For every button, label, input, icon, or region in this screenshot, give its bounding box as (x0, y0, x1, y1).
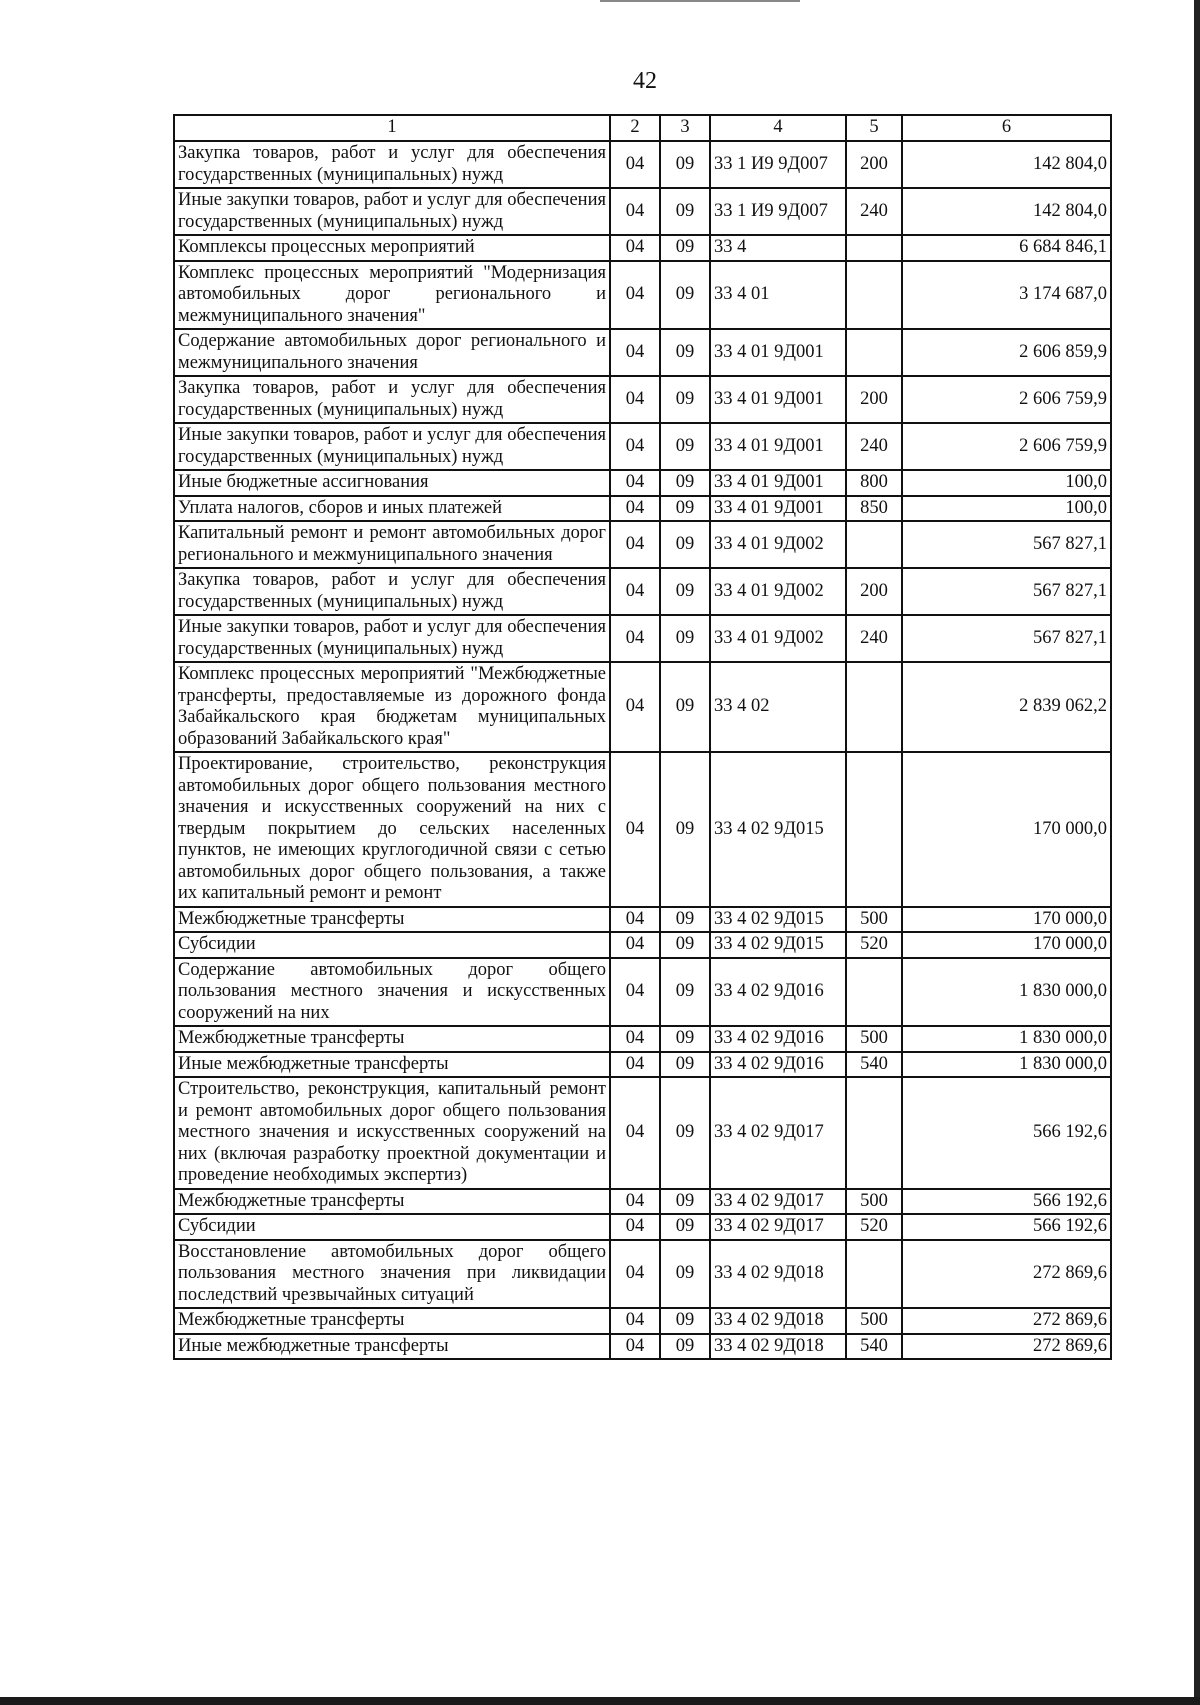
expense-type-cell: 240 (846, 188, 902, 235)
table-row (174, 1214, 1111, 1240)
section-code-cell: 04 (610, 261, 660, 330)
expense-type-cell: 520 (846, 932, 902, 958)
scan-edge-right (1194, 0, 1200, 1705)
subsection-code-cell: 09 (660, 521, 710, 568)
section-code-cell: 04 (610, 423, 660, 470)
amount-cell: 170 000,0 (902, 907, 1111, 933)
expense-type-cell (846, 752, 902, 907)
target-article-cell: 33 4 02 9Д015 (710, 932, 846, 958)
expense-type-cell (846, 958, 902, 1027)
target-article-cell: 33 4 02 9Д016 (710, 1026, 846, 1052)
section-code-cell: 04 (610, 141, 660, 188)
amount-cell: 170 000,0 (902, 932, 1111, 958)
section-code-cell: 04 (610, 907, 660, 933)
target-article-cell: 33 4 01 9Д001 (710, 329, 846, 376)
row-name-cell: Межбюджетные трансферты (174, 907, 610, 933)
row-name-cell: Субсидии (174, 932, 610, 958)
expense-type-cell (846, 261, 902, 330)
header-cell: 4 (710, 115, 846, 141)
subsection-code-cell: 09 (660, 1308, 710, 1334)
section-code-cell: 04 (610, 1214, 660, 1240)
subsection-code-cell: 09 (660, 376, 710, 423)
amount-cell: 2 839 062,2 (902, 662, 1111, 752)
section-code-cell: 04 (610, 496, 660, 522)
target-article-cell: 33 4 01 9Д001 (710, 496, 846, 522)
amount-cell: 567 827,1 (902, 568, 1111, 615)
table-row (174, 496, 1111, 522)
section-code-cell: 04 (610, 568, 660, 615)
amount-cell: 1 830 000,0 (902, 1026, 1111, 1052)
table-row (174, 329, 1111, 376)
expense-type-cell (846, 662, 902, 752)
expense-type-cell (846, 235, 902, 261)
header-cell: 6 (902, 115, 1111, 141)
section-code-cell: 04 (610, 235, 660, 261)
amount-cell: 566 192,6 (902, 1214, 1111, 1240)
row-name-cell: Закупка товаров, работ и услуг для обеспечения государственных (муниципальных) нужд (174, 568, 610, 615)
section-code-cell: 04 (610, 932, 660, 958)
subsection-code-cell: 09 (660, 958, 710, 1027)
amount-cell: 272 869,6 (902, 1308, 1111, 1334)
expense-type-cell: 500 (846, 1308, 902, 1334)
subsection-code-cell: 09 (660, 423, 710, 470)
amount-cell: 566 192,6 (902, 1077, 1111, 1189)
expense-type-cell: 850 (846, 496, 902, 522)
expense-type-cell: 240 (846, 615, 902, 662)
subsection-code-cell: 09 (660, 615, 710, 662)
row-name-cell: Межбюджетные трансферты (174, 1026, 610, 1052)
table-row (174, 188, 1111, 235)
expense-type-cell: 200 (846, 568, 902, 615)
table-row (174, 1334, 1111, 1360)
table-row (174, 932, 1111, 958)
expense-type-cell (846, 1240, 902, 1309)
expense-type-cell (846, 1077, 902, 1189)
section-code-cell: 04 (610, 662, 660, 752)
header-cell: 3 (660, 115, 710, 141)
subsection-code-cell: 09 (660, 470, 710, 496)
target-article-cell: 33 4 01 9Д001 (710, 470, 846, 496)
row-name-cell: Иные закупки товаров, работ и услуг для обеспечения государственных (муниципальных) нужд (174, 615, 610, 662)
row-name-cell: Комплекс процессных мероприятий "Межбюджетные трансферты, предоставляемые из дорожного фонда Забайкальского края бюджетам муниципальных образований Забайкальского края" (174, 662, 610, 752)
subsection-code-cell: 09 (660, 568, 710, 615)
scan-edge-bottom (0, 1697, 1200, 1705)
subsection-code-cell: 09 (660, 1026, 710, 1052)
table-row (174, 568, 1111, 615)
row-name-cell: Иные закупки товаров, работ и услуг для обеспечения государственных (муниципальных) нужд (174, 423, 610, 470)
subsection-code-cell: 09 (660, 261, 710, 330)
section-code-cell: 04 (610, 752, 660, 907)
section-code-cell: 04 (610, 958, 660, 1027)
target-article-cell: 33 4 (710, 235, 846, 261)
header-cell: 5 (846, 115, 902, 141)
section-code-cell: 04 (610, 1189, 660, 1215)
amount-cell: 3 174 687,0 (902, 261, 1111, 330)
header-cell: 2 (610, 115, 660, 141)
subsection-code-cell: 09 (660, 188, 710, 235)
table-row (174, 1240, 1111, 1309)
expense-type-cell: 500 (846, 1189, 902, 1215)
section-code-cell: 04 (610, 1077, 660, 1189)
amount-cell: 6 684 846,1 (902, 235, 1111, 261)
target-article-cell: 33 4 02 9Д017 (710, 1214, 846, 1240)
section-code-cell: 04 (610, 1308, 660, 1334)
expense-type-cell (846, 329, 902, 376)
target-article-cell: 33 4 02 9Д016 (710, 1052, 846, 1078)
row-name-cell: Иные межбюджетные трансферты (174, 1052, 610, 1078)
table-row (174, 1026, 1111, 1052)
row-name-cell: Иные бюджетные ассигнования (174, 470, 610, 496)
amount-cell: 1 830 000,0 (902, 958, 1111, 1027)
subsection-code-cell: 09 (660, 1189, 710, 1215)
amount-cell: 1 830 000,0 (902, 1052, 1111, 1078)
subsection-code-cell: 09 (660, 907, 710, 933)
header-cell: 1 (174, 115, 610, 141)
row-name-cell: Комплексы процессных мероприятий (174, 235, 610, 261)
expense-type-cell: 500 (846, 907, 902, 933)
target-article-cell: 33 4 02 9Д017 (710, 1189, 846, 1215)
subsection-code-cell: 09 (660, 329, 710, 376)
target-article-cell: 33 4 02 9Д016 (710, 958, 846, 1027)
target-article-cell: 33 4 02 9Д015 (710, 907, 846, 933)
amount-cell: 100,0 (902, 470, 1111, 496)
subsection-code-cell: 09 (660, 1214, 710, 1240)
expense-type-cell: 520 (846, 1214, 902, 1240)
amount-cell: 2 606 759,9 (902, 376, 1111, 423)
row-name-cell: Восстановление автомобильных дорог общего пользования местного значения при ликвидации последствий чрезвычайных ситуаций (174, 1240, 610, 1309)
subsection-code-cell: 09 (660, 662, 710, 752)
row-name-cell: Содержание автомобильных дорог регионального и межмуниципального значения (174, 329, 610, 376)
row-name-cell: Комплекс процессных мероприятий "Модернизация автомобильных дорог регионального и межмуниципального значения" (174, 261, 610, 330)
table-row (174, 521, 1111, 568)
table-row (174, 141, 1111, 188)
amount-cell: 2 606 859,9 (902, 329, 1111, 376)
section-code-cell: 04 (610, 1026, 660, 1052)
table-row (174, 261, 1111, 330)
subsection-code-cell: 09 (660, 235, 710, 261)
page-number: 42 (633, 68, 657, 94)
amount-cell: 566 192,6 (902, 1189, 1111, 1215)
scan-edge-top (600, 0, 800, 2)
amount-cell: 142 804,0 (902, 141, 1111, 188)
row-name-cell: Иные межбюджетные трансферты (174, 1334, 610, 1360)
target-article-cell: 33 4 02 9Д017 (710, 1077, 846, 1189)
section-code-cell: 04 (610, 376, 660, 423)
subsection-code-cell: 09 (660, 1240, 710, 1309)
target-article-cell: 33 4 02 9Д015 (710, 752, 846, 907)
table-row (174, 1308, 1111, 1334)
section-code-cell: 04 (610, 1240, 660, 1309)
row-name-cell: Иные закупки товаров, работ и услуг для обеспечения государственных (муниципальных) нужд (174, 188, 610, 235)
amount-cell: 272 869,6 (902, 1240, 1111, 1309)
amount-cell: 567 827,1 (902, 615, 1111, 662)
target-article-cell: 33 1 И9 9Д007 (710, 141, 846, 188)
amount-cell: 100,0 (902, 496, 1111, 522)
section-code-cell: 04 (610, 615, 660, 662)
expense-type-cell: 200 (846, 376, 902, 423)
row-name-cell: Закупка товаров, работ и услуг для обеспечения государственных (муниципальных) нужд (174, 376, 610, 423)
table-row (174, 615, 1111, 662)
budget-table (173, 114, 1112, 1360)
target-article-cell: 33 4 01 9Д002 (710, 615, 846, 662)
row-name-cell: Капитальный ремонт и ремонт автомобильных дорог регионального и межмуниципального значения (174, 521, 610, 568)
target-article-cell: 33 4 02 9Д018 (710, 1334, 846, 1360)
target-article-cell: 33 4 02 9Д018 (710, 1240, 846, 1309)
target-article-cell: 33 4 01 (710, 261, 846, 330)
expense-type-cell: 500 (846, 1026, 902, 1052)
amount-cell: 567 827,1 (902, 521, 1111, 568)
subsection-code-cell: 09 (660, 1077, 710, 1189)
target-article-cell: 33 4 02 (710, 662, 846, 752)
row-name-cell: Межбюджетные трансферты (174, 1189, 610, 1215)
subsection-code-cell: 09 (660, 752, 710, 907)
table-row (174, 235, 1111, 261)
subsection-code-cell: 09 (660, 1334, 710, 1360)
row-name-cell: Строительство, реконструкция, капитальный ремонт и ремонт автомобильных дорог общего пользования местного значения и искусственных сооружений на них (включая разработку проектной документации и проведение необходимых экспертиз) (174, 1077, 610, 1189)
row-name-cell: Межбюджетные трансферты (174, 1308, 610, 1334)
expense-type-cell: 540 (846, 1052, 902, 1078)
table-body (174, 141, 1111, 1359)
row-name-cell: Содержание автомобильных дорог общего пользования местного значения и искусственных сооружений на них (174, 958, 610, 1027)
expense-type-cell: 800 (846, 470, 902, 496)
amount-cell: 170 000,0 (902, 752, 1111, 907)
row-name-cell: Проектирование, строительство, реконструкция автомобильных дорог общего пользования местного значения и искусственных сооружений на них с твердым покрытием до сельских населенных пунктов, не имеющих круглогодичной связи с сетью автомобильных дорог общего пользования, а также их капитальный ремонт и ремонт (174, 752, 610, 907)
target-article-cell: 33 4 01 9Д001 (710, 423, 846, 470)
table-row (174, 662, 1111, 752)
table-row (174, 958, 1111, 1027)
table-row (174, 752, 1111, 907)
target-article-cell: 33 4 01 9Д002 (710, 521, 846, 568)
table-row (174, 1052, 1111, 1078)
amount-cell: 272 869,6 (902, 1334, 1111, 1360)
row-name-cell: Уплата налогов, сборов и иных платежей (174, 496, 610, 522)
table-row (174, 376, 1111, 423)
expense-type-cell: 240 (846, 423, 902, 470)
subsection-code-cell: 09 (660, 496, 710, 522)
amount-cell: 142 804,0 (902, 188, 1111, 235)
table-row (174, 423, 1111, 470)
header-row (174, 115, 1111, 141)
expense-type-cell: 540 (846, 1334, 902, 1360)
target-article-cell: 33 4 01 9Д002 (710, 568, 846, 615)
subsection-code-cell: 09 (660, 1052, 710, 1078)
row-name-cell: Субсидии (174, 1214, 610, 1240)
section-code-cell: 04 (610, 470, 660, 496)
section-code-cell: 04 (610, 329, 660, 376)
table-row (174, 907, 1111, 933)
expense-type-cell (846, 521, 902, 568)
expense-type-cell: 200 (846, 141, 902, 188)
table-row (174, 1077, 1111, 1189)
section-code-cell: 04 (610, 1334, 660, 1360)
row-name-cell: Закупка товаров, работ и услуг для обеспечения государственных (муниципальных) нужд (174, 141, 610, 188)
section-code-cell: 04 (610, 188, 660, 235)
target-article-cell: 33 1 И9 9Д007 (710, 188, 846, 235)
table-row (174, 470, 1111, 496)
amount-cell: 2 606 759,9 (902, 423, 1111, 470)
target-article-cell: 33 4 01 9Д001 (710, 376, 846, 423)
subsection-code-cell: 09 (660, 141, 710, 188)
target-article-cell: 33 4 02 9Д018 (710, 1308, 846, 1334)
table-row (174, 1189, 1111, 1215)
section-code-cell: 04 (610, 521, 660, 568)
section-code-cell: 04 (610, 1052, 660, 1078)
subsection-code-cell: 09 (660, 932, 710, 958)
